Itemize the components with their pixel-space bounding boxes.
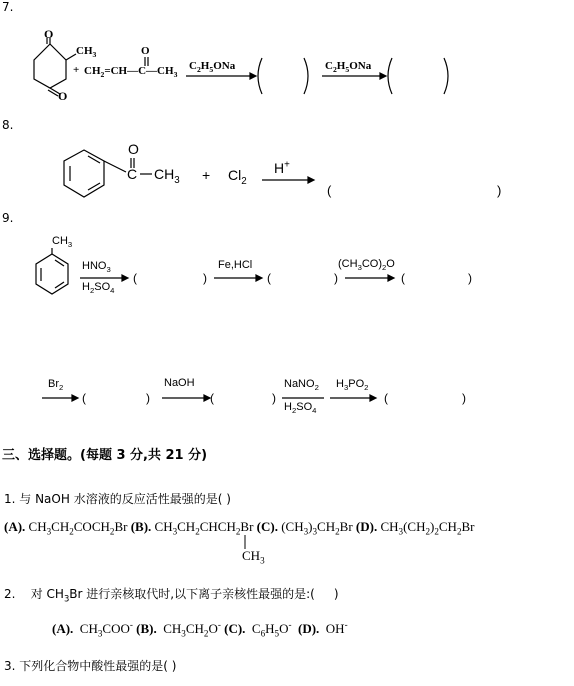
mc2-option-b-label: (B).: [136, 621, 157, 636]
q9-reagent-nitric-acid: $HNO_3$: [82, 260, 111, 275]
mc2-option-d: OH-: [325, 619, 348, 636]
q9-reagent-fe-hcl: Fe,HCl: [218, 259, 253, 271]
q7-number: 7.: [2, 0, 14, 14]
mc3-stem: 3. 下列化合物中酸性最强的是( ): [4, 659, 177, 673]
q9-reagent-naoh: NaOH: [164, 377, 195, 389]
q9-reagent-acetic-anhydride: $(CH_3CO)_2O$: [338, 258, 395, 273]
q9-paren-open-4: (: [82, 391, 86, 405]
carbonyl-carbon: C: [127, 166, 138, 182]
q9-reagent-sulfuric-acid-2: $H_2SO_4$: [284, 401, 317, 416]
mc1-option-d: $CH_3(CH_2)_2CH_2Br$: [380, 519, 475, 537]
carbonyl-oxygen: O: [128, 141, 139, 157]
q9-paren-open-3: (: [401, 271, 405, 285]
q9-paren-open-2: (: [267, 271, 271, 285]
q8-number: 8.: [2, 118, 14, 132]
ring-oxygen-bottom: O: [58, 89, 68, 103]
mc2-option-a-label: (A).: [52, 621, 74, 636]
q9-reagent-sulfuric-acid-1: $H_2SO_4$: [82, 281, 115, 296]
q9-paren-close-2: ): [334, 271, 338, 285]
acetyl-methyl: $CH_3$: [154, 166, 180, 186]
q9-reagent-bromine: $Br_2$: [48, 378, 64, 393]
q9-number: 9.: [2, 211, 14, 225]
mc2-stem: 2. 对 $CH_3Br$ 进行亲核取代时,以下离子亲核性最强的是:( ): [4, 587, 339, 604]
mc1-option-a: $CH_3CH_2COCH_2Br$: [28, 519, 128, 537]
alkene-ketone-oxygen: O: [141, 45, 150, 57]
methyl-vinyl-ketone: $CH_2=CH—C—CH_3$: [84, 65, 178, 80]
q9-paren-close-3: ): [468, 271, 472, 285]
q9-paren-close-4: ): [146, 391, 150, 405]
mc1-option-b: $CH_3CH_2CHCH_2Br$: [154, 519, 254, 537]
mc2-option-b: $CH_3CH_2O^-$: [163, 619, 221, 639]
q9-paren-close-1: ): [203, 271, 207, 285]
chlorine: $Cl_2$: [228, 167, 247, 187]
mc2-option-a: $CH_3COO^-$: [79, 619, 133, 639]
q7-reagent-1: $C_2H_5ONa$: [189, 60, 236, 75]
mc2-options: [52, 621, 348, 637]
q8-blank-open: (: [327, 183, 332, 198]
q9-paren-open-5: (: [210, 391, 214, 405]
mc2-option-d-label: (D).: [298, 621, 320, 636]
q9-reagent-sodium-nitrite: NaNO$_2$: [284, 378, 319, 393]
ring-oxygen-top: O: [44, 27, 54, 41]
mc1-stem: 1. 与 NaOH 水溶液的反应活性最强的是( ): [4, 492, 231, 506]
q7-plus: +: [73, 64, 80, 76]
acid-catalyst: H+: [274, 159, 290, 176]
toluene-methyl: $CH_3$: [52, 235, 73, 250]
mc1-option-c: $(CH_3)_3CH_2Br$: [281, 519, 353, 537]
q9-paren-open-1: (: [133, 271, 137, 285]
q9-paren-open-6: (: [384, 391, 388, 405]
section-3-heading: 三、选择题。(每题 3 分,共 21 分): [2, 448, 208, 463]
mc1-option-a-label: (A).: [4, 519, 26, 534]
q9-reagent-hypophosphorous-acid: $H_3PO_2$: [336, 378, 369, 393]
mc1-option-c-label: (C).: [256, 519, 278, 534]
q7-reagent-2: $C_2H_5ONa$: [325, 60, 372, 75]
ring-methyl: $CH_3$: [76, 45, 97, 60]
mc1-option-d-label: (D).: [355, 519, 378, 534]
q9-paren-close-6: ): [462, 391, 466, 405]
mc2-option-c-label: (C).: [224, 621, 246, 636]
q8-plus: +: [202, 167, 211, 183]
mc2-option-c: $C_6H_5O^-$: [251, 619, 292, 639]
q8-blank-close: ): [497, 183, 502, 198]
mc1-option-b-branch: $CH_3$: [242, 548, 265, 566]
mc1-option-b-label: (B).: [130, 519, 152, 534]
q9-paren-close-5: ): [272, 391, 276, 405]
